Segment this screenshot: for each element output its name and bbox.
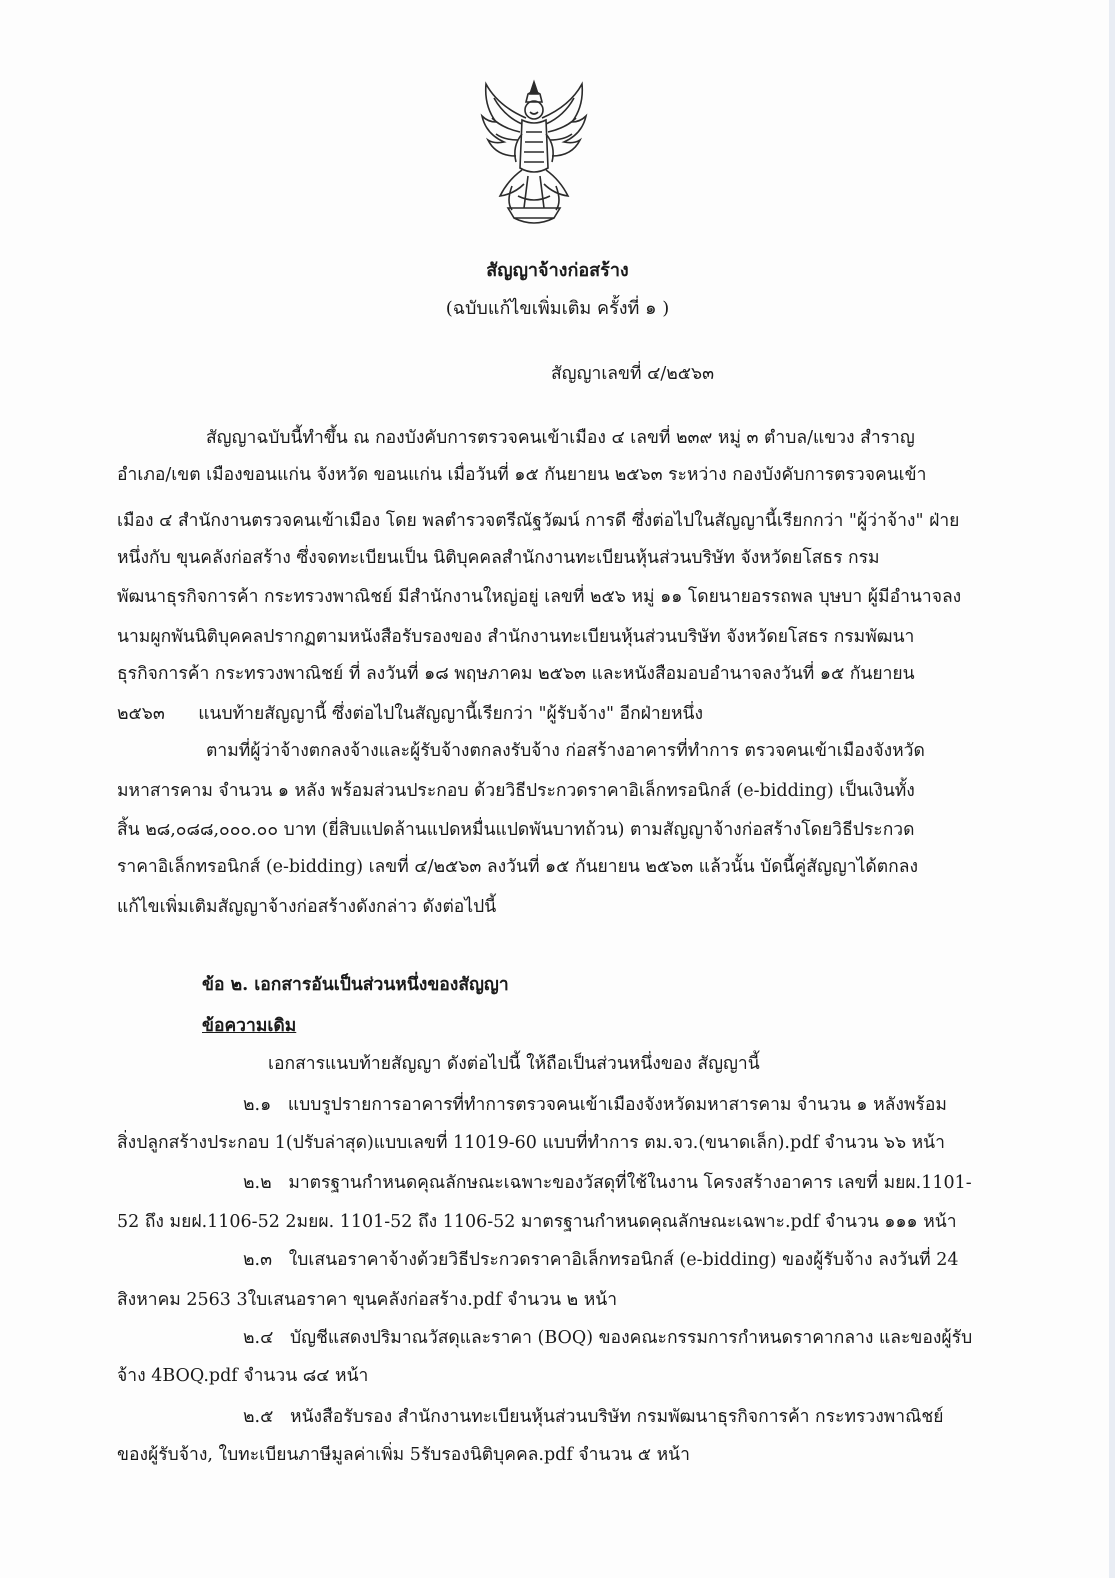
list-item: ๒.๕ หนังสือรับรอง สำนักงานทะเบียนหุ้นส่วนบริษัท กรมพัฒนาธุรกิจการค้า กระทรวงพาณิชย์ bbox=[243, 1407, 944, 1427]
preamble-line: ธุรกิจการค้า กระทรวงพาณิชย์ ที่ ลงวันที่ ๑๘ พฤษภาคม ๒๕๖๓ และหนังสือมอบอำนาจลงวันที่ ๑๕ กันยายน bbox=[117, 664, 915, 684]
preamble-line: หนึ่งกับ ขุนคลังก่อสร้าง ซึ่งจดทะเบียนเป็น นิติบุคคลสำนักงานทะเบียนหุ้นส่วนบริษัท จังหวัดยโสธร กรม bbox=[117, 548, 880, 568]
list-item-continued: 52 ถึง มยฝ.1106-52 2มยผ. 1101-52 ถึง 1106-52 มาตรฐานกำหนดคุณลักษณะเฉพาะ.pdf จำนวน ๑๑๑ หน้า bbox=[117, 1212, 957, 1232]
list-item-continued: สิ่งปลูกสร้างประกอบ 1(ปรับล่าสุด)แบบเลขที่ 11019-60 แบบที่ทำการ ตม.จว.(ขนาดเล็ก).pdf จำนวน ๖๖ หน้า bbox=[117, 1133, 945, 1153]
preamble-line: เมือง ๔ สำนักงานตรวจคนเข้าเมือง โดย พลตำรวจตรีณัฐวัฒน์ การดี ซึ่งต่อไปในสัญญานี้เรียกกว่า "ผู้ว่าจ้าง" ฝ่าย bbox=[117, 511, 960, 531]
contract-number: สัญญาเลขที่ ๔/๒๕๖๓ bbox=[551, 364, 715, 384]
agreement-line: ตามที่ผู้ว่าจ้างตกลงจ้างและผู้รับจ้างตกลงรับจ้าง ก่อสร้างอาคารที่ทำการ ตรวจคนเข้าเมืองจังหวัด bbox=[206, 741, 925, 761]
list-item: ๒.๑ แบบรูปรายการอาคารที่ทำการตรวจคนเข้าเมืองจังหวัดมหาสารคาม จำนวน ๑ หลังพร้อม bbox=[243, 1095, 947, 1115]
agreement-line: ราคาอิเล็กทรอนิกส์ (e-bidding) เลขที่ ๔/๒๕๖๓ ลงวันที่ ๑๕ กันยายน ๒๕๖๓ แล้วนั้น บัดนี้คู่สัญญาได้ตกลง bbox=[117, 857, 918, 877]
list-item-continued: จ้าง 4BOQ.pdf จำนวน ๘๔ หน้า bbox=[117, 1366, 369, 1386]
agreement-line: มหาสารคาม จำนวน ๑ หลัง พร้อมส่วนประกอบ ด้วยวิธีประกวดราคาอิเล็กทรอนิกส์ (e-bidding) เป็นเงินทั้ง bbox=[117, 781, 915, 801]
preamble-line: นามผูกพันนิติบุคคลปรากฏตามหนังสือรับรองของ สำนักงานทะเบียนหุ้นส่วนบริษัท จังหวัดยโสธร กรมพัฒนา bbox=[117, 627, 915, 647]
preamble-line: สัญญาฉบับนี้ทำขึ้น ณ กองบังคับการตรวจคนเข้าเมือง ๔ เลขที่ ๒๓๙ หมู่ ๓ ตำบล/แขวง สำราญ bbox=[206, 428, 915, 448]
document-subtitle: (ฉบับแก้ไขเพิ่มเติม ครั้งที่ ๑ ) bbox=[445, 298, 670, 319]
preamble-line: พัฒนาธุรกิจการค้า กระทรวงพาณิชย์ มีสำนักงานใหญ่อยู่ เลขที่ ๒๕๖ หมู่ ๑๑ โดยนายอรรถพล บุษบา ผู้มีอำนาจลง bbox=[117, 587, 962, 607]
preamble-line: ๒๕๖๓ แนบท้ายสัญญานี้ ซึ่งต่อไปในสัญญานี้เรียกว่า "ผู้รับจ้าง" อีกฝ่ายหนึ่ง bbox=[117, 704, 704, 724]
list-item: ๒.๔ บัญชีแสดงปริมาณวัสดุและราคา (BOQ) ของคณะกรรมการกำหนดราคากลาง และของผู้รับ bbox=[243, 1328, 973, 1348]
agreement-line: สิ้น ๒๘,๐๘๘,๐๐๐.๐๐ บาท (ยี่สิบแปดล้านแปดหมื่นแปดพันบาทถ้วน) ตามสัญญาจ้างก่อสร้างโดยวิธีประกวด bbox=[117, 820, 915, 840]
preamble-line: อำเภอ/เขต เมืองขอนแก่น จังหวัด ขอนแก่น เมื่อวันที่ ๑๕ กันยายน ๒๕๖๓ ระหว่าง กองบังคับการตรวจคนเข้า bbox=[117, 465, 927, 485]
section-subheading: ข้อความเดิม bbox=[202, 1016, 297, 1036]
section-heading: ข้อ ๒. เอกสารอันเป็นส่วนหนึ่งของสัญญา bbox=[202, 975, 509, 995]
section-intro: เอกสารแนบท้ายสัญญา ดังต่อไปนี้ ให้ถือเป็นส่วนหนึ่งของ สัญญานี้ bbox=[268, 1054, 760, 1074]
agreement-line: แก้ไขเพิ่มเติมสัญญาจ้างก่อสร้างดังกล่าว ดังต่อไปนี้ bbox=[117, 897, 497, 917]
garuda-emblem-icon bbox=[478, 76, 590, 230]
list-item: ๒.๓ ใบเสนอราคาจ้างด้วยวิธีประกวดราคาอิเล็กทรอนิกส์ (e-bidding) ของผู้รับจ้าง ลงวันที่ 24 bbox=[243, 1250, 959, 1270]
scan-edge bbox=[1109, 0, 1115, 1578]
list-item-continued: สิงหาคม 2563 3ใบเสนอราคา ขุนคลังก่อสร้าง.pdf จำนวน ๒ หน้า bbox=[117, 1290, 618, 1310]
list-item: ๒.๒ มาตรฐานกำหนดคุณลักษณะเฉพาะของวัสดุที่ใช้ในงาน โครงสร้างอาคาร เลขที่ มยผ.1101- bbox=[243, 1173, 972, 1193]
document-title: สัญญาจ้างก่อสร้าง bbox=[486, 260, 629, 281]
list-item-continued: ของผู้รับจ้าง, ใบทะเบียนภาษีมูลค่าเพิ่ม 5รับรองนิติบุคคล.pdf จำนวน ๕ หน้า bbox=[117, 1445, 690, 1465]
